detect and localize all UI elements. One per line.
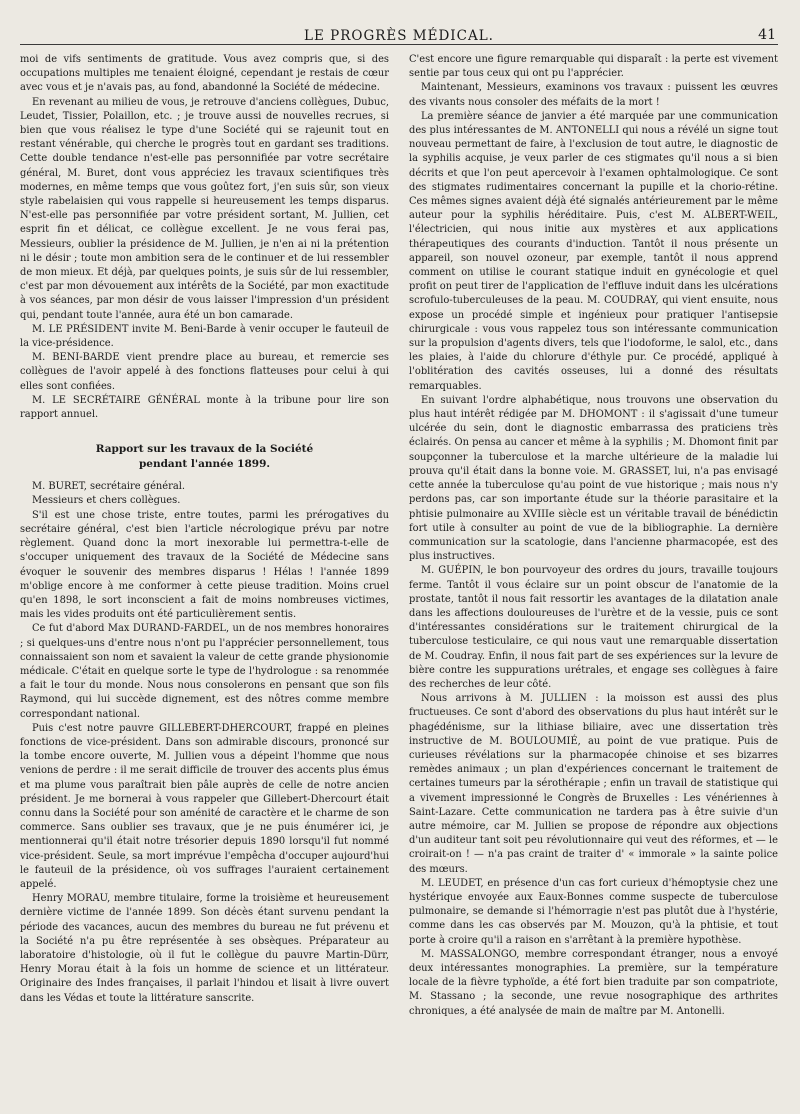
right-column: [409, 53, 778, 1019]
paragraph: C'est encore une figure remarquable qui disparaît : la perte est vivement sentie par tous ceux qui ont pu l'apprécier.: [409, 54, 778, 80]
paragraph: S'il est une chose triste, entre toutes, parmi les prérogatives du secrétaire général, c'est bien l'article nécrologique prévu par notre règlement. Quand donc la mort inexorable lui permettra-t-elle de s'occuper uniquement des travaux de la Société de Médecine sans évoquer le souvenir des membres disparus ! Hélas ! l'année 1899 m'oblige encore à me conformer à cette pieuse tradition. Moins cruel qu'en 1898, le sort inconscient a fait de moins nombreuses victimes, mais les vides produits ont été particulièrement sentis.: [20, 509, 389, 621]
paragraph: Puis c'est notre pauvre GILLEBERT-DHERCOURT, frappé en pleines fonctions de vice-président. Dans son admirable discours, prononcé sur la tombe encore ouverte, M. Jullien vous a dépeint l'homme que nous venions de perdre : il me serait difficile de trouver des accents plus émus et ma plume vous paraîtrait bien pâle auprès de celle de notre ancien président. Je me bornerai à vous rappeler que Gillebert-Dhercourt était connu dans la Société pour son aménité de caractère et le charme de son commerce. Sans oublier ses travaux, que je ne puis énumérer ici, je mentionnerai qu'il était notre trésorier depuis 1890 lorsqu'il fut nommé vice-président. Seule, sa mort imprévue l'empêcha d'occuper aujourd'hui le fauteuil de la présidence, où vos suffrages l'auraient certainement appelé.: [20, 722, 389, 890]
paragraph: Ce fut d'abord Max DURAND-FARDEL, un de nos membres honoraires ; si quelques-uns d'entre nous n'ont pu l'apprécier personnellement, tous connaissaient son nom et savaient la valeur de cette grande physionomie médicale. C'était en quelque sorte le type de l'hydrologue : sa renommée a fait le tour du monde. Nous nous consolerons en pensant que son fils Raymond, qui lui succède dignement, est des nôtres comme membre correspondant national.: [20, 623, 389, 720]
left-column: [20, 53, 389, 1019]
paragraph: M. LE SECRÉTAIRE GÉNÉRAL monte à la tribune pour lire son rapport annuel.: [20, 394, 389, 421]
paragraph: En revenant au milieu de vous, je retrouve d'anciens collègues, Dubuc, Leudet, Tissier, Polaillon, etc. ; je trouve aussi de nouvelles recrues, si bien que vous réalisez le type d'une Société qui se rajeunit tout en restant vénérable, qui cherche le progrès tout en gardant ses traditions. Cette double tendance n'est-elle pas personnifiée par votre secrétaire général, M. Buret, dont vous appréciez les travaux scientifiques très modernes, en même temps que vous goûtez fort, j'en suis sûr, son vieux style rabelaisien qui vous rappelle si heureusement les temps disparus. N'est-elle pas personnifiée par votre président sortant, M. Jullien, cet esprit fin et délicat, ce collègue excellent. Je ne vous ferai pas, Messieurs, oublier la présidence de M. Jullien, je n'en ai ni la prétention ni le désir ; toute mon ambition sera de le continuer et de lui ressembler de mon mieux. Et déjà, par quelques points, je suis sûr de lui ressembler, c'est par mon dévouement aux intérêts de la Société, par mon exactitude à vos séances, par mon désir de vous laisser l'impression d'un président qui, pendant toute l'année, aura été un bon camarade.: [20, 96, 389, 321]
report-heading-line-1: Rapport sur les travaux de la Société: [95, 443, 314, 456]
paragraph: M. GUÉPIN, le bon pourvoyeur des ordres du jours, travaille toujours ferme. Tantôt il vous éclaire sur un point obscur de l'anatomie de la prostate, tantôt il nous fait ressortir les avantages de la dilatation anale dans les affections douloureuses de l'urètre et de la vessie, puis ce sont d'intéressantes considérations sur le traitement chirurgical de la tuberculose testiculaire, ce qui nous vaut une remarquable dissertation de M. Coudray. Enfin, il nous fait part de ses expériences sur la levure de bière contre les suppurations urétrales, et engage ses collègues à faire des recherches de leur côté.: [409, 565, 778, 690]
report-heading-line-2: pendant l'année 1899.: [138, 458, 271, 471]
paragraph: M. BENI-BARDE vient prendre place au bureau, et remercie ses collègues de l'avoir appelé à des fonctions flatteuses pour celui à qui elles sont confiées.: [20, 352, 389, 392]
left-column-report: [20, 480, 389, 1006]
page-number: 41: [758, 27, 776, 43]
paragraph: M. LEUDET, en présence d'un cas fort curieux d'hémoptysie chez une hystérique envoyée aux Eaux-Bonnes comme suspecte de tuberculose pulmonaire, se demande si l'hémorragie n'est pas plutôt due à l'hystérie, comme dans les cas observés par M. Mouzon, qu'à la phtisie, et tout porte à croire qu'il a raison en s'arrêtant à la première hypothèse.: [409, 877, 778, 946]
paragraph: La première séance de janvier a été marquée par une communication des plus intéressantes de M. ANTONELLI qui nous a révélé un signe tout nouveau permettant de faire, à l'exclusion de tout autre, le diagnostic de la syphilis acquise, je veux parler de ces stigmates qu'il nous a si bien décrits et que l'on peut apercevoir à l'examen ophtalmologique. Ce sont des stigmates rudimentaires concernant la pupille et la chorio-rétine. Ces mêmes signes avaient déjà été signalés antérieurement par le même auteur pour la syphilis héréditaire. Puis, c'est M. ALBERT-WEIL, l'électricien, qui nous initie aux mystères et aux applications thérapeutiques des courants d'induction. Tantôt il nous présente un appareil, son nouvel ozoneur, par exemple, tantôt il nous apprend comment on utilise le courant statique induit en gynécologie et quel profit on peut tirer de l'application de l'effluve induit dans les ulcérations scrofulo-tuberculeuses de la peau. M. COUDRAY, qui vient ensuite, nous expose un procédé simple et ingénieux pour pratiquer l'antisepsie chirurgicale : vous vous rappelez tous son intéressante communication sur la propulsion d'agents divers, tels que l'iodoforme, le salol, etc., dans les plaies, à l'aide du chlorure d'éthyle pur. Ce procédé, appliqué à l'oblitération des cavités osseuses, lui a donné des résultats remarquables.: [409, 110, 778, 392]
paragraph: moi de vifs sentiments de gratitude. Vous avez compris que, si des occupations multiples me tenaient éloigné, cependant je restais de cœur avec vous et je n'avais pas, au fond, abandonné la Société de médecine.: [20, 54, 389, 94]
paragraph: Messieurs et chers collègues.: [32, 495, 181, 507]
paragraph: M. MASSALONGO, membre correspondant étranger, nous a envoyé deux intéressantes monographies. La première, sur la température locale de la fièvre typhoïde, a été fort bien traduite par son compatriote, M. Stassano ; la seconde, une revue nosographique des arthrites chroniques, a été analysée de main de maître par M. Antonelli.: [409, 948, 778, 1017]
journal-title: LE PROGRÈS MÉDICAL.: [304, 28, 494, 44]
paragraph: En suivant l'ordre alphabétique, nous trouvons une observation du plus haut intérêt rédigée par M. DHOMONT : il s'agissait d'une tumeur ulcérée du sein, dont le diagnostic embarrassa des praticiens très éclairés. On pensa au cancer et même à la syphilis ; M. Dhomont finit par soupçonner la tuberculose et la marche ultérieure de la maladie lui prouva qu'il était dans la bonne voie. M. GRASSET, lui, n'a pas envisagé cette année la tuberculose qu'au point de vue historique ; mais nous n'y perdons pas, car son importante étude sur la théorie parasitaire et la phtisie pulmonaire au XVIIIe siècle est un véritable travail de bénédictin fort utile à consulter au point de vue de la bibliographie. La dernière communication sur la scatologie, dans l'ancienne pharmacopée, est des plus instructives.: [409, 394, 778, 563]
text-columns: [20, 53, 778, 1019]
running-head: [20, 22, 778, 45]
paragraph: M. LE PRÉSIDENT invite M. Beni-Barde à venir occuper le fauteuil de la vice-présidence.: [20, 323, 389, 350]
paragraph: Nous arrivons à M. JULLIEN : la moisson est aussi des plus fructueuses. Ce sont d'abord des observations du plus haut intérêt sur le phagédénisme, sur la lithiase biliaire, avec une dissertation très instructive de M. BOULOUMIÉ, au point de vue pratique. Puis de curieuses révélations sur la pharmacopée chinoise et ses bizarres remèdes animaux ; un plan d'expériences concernant le traitement de certaines tumeurs par la sérothérapie ; enfin un travail de statistique qui a vivement impressionné le Congrès de Bruxelles : Les vénériennes à Saint-Lazare. Cette communication ne tardera pas à être suivie d'un autre mémoire, car M. Jullien se propose de répondre aux objections d'un auditeur tant soit peu révolutionnaire qui veut des réformes, et — le croirait-on ! — n'a pas craint de traiter d' « immorale » la sainte police des mœurs.: [409, 693, 778, 875]
paragraph: M. BURET, secrétaire général.: [32, 481, 186, 493]
paragraph: Henry MORAU, membre titulaire, forme la troisième et heureusement dernière victime de l'année 1899. Son décès étant survenu pendant la période des vacances, aucun des membres du bureau ne fut prévenu et la Société n'a pu être représentée à ses obsèques. Préparateur au laboratoire d'histologie, où il fut le collègue du pauvre Martin-Dürr, Henry Morau était à la fois un homme de science et un littérateur. Originaire des Indes françaises, il parlait l'hindou et lisait à livre ouvert dans les Védas et toute la littérature sanscrite.: [20, 893, 389, 1004]
left-column-intro: [20, 53, 389, 422]
report-heading: [20, 442, 389, 472]
paragraph: Maintenant, Messieurs, examinons vos travaux : puissent les œuvres des vivants nous consoler des méfaits de la mort !: [409, 82, 778, 108]
